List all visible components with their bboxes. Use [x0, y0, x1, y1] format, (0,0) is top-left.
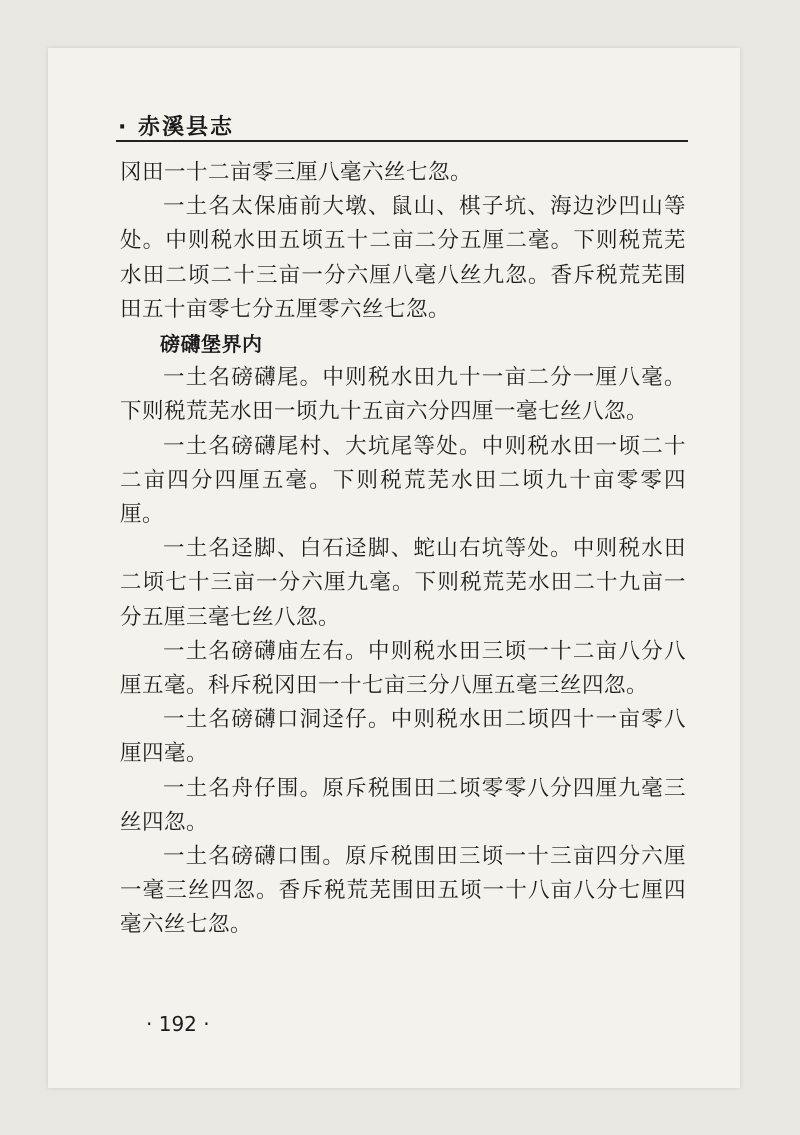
- paragraph: 一土名磅礴尾村、大坑尾等处。中则税水田一顷二十二亩四分四厘五毫。下则税荒芜水田二顷九十亩零零四厘。: [120, 433, 686, 528]
- paragraph: 一土名迳脚、白石迳脚、蛇山右坑等处。中则税水田二顷七十三亩一分六厘九毫。下则税荒芜水田二十九亩一分五厘三毫七丝八忽。: [120, 536, 686, 630]
- paragraph: 一土名磅礴口洞迳仔。中则税水田二顷四十一亩零八厘四毫。: [120, 707, 686, 767]
- running-header: · 赤溪县志: [118, 115, 235, 140]
- page-number: · 192 ·: [146, 1012, 210, 1036]
- paragraph: 冈田一十二亩零三厘八毫六丝七忽。: [120, 160, 473, 185]
- paragraph: 一土名舟仔围。原斥税围田二顷零零八分四厘九毫三丝四忽。: [120, 775, 686, 835]
- section-heading: 磅礴堡界内: [160, 332, 263, 357]
- paragraph: 一土名磅礴口围。原斥税围田三顷一十三亩四分六厘一毫三丝四忽。香斥税荒芜围田五顷一十八亩八分七厘四毫六丝七忽。: [120, 844, 686, 938]
- paragraph: 一土名磅礴尾。中则税水田九十一亩二分一厘八毫。下则税荒芜水田一顷九十五亩六分四厘一毫七丝八忽。: [120, 365, 686, 425]
- body-text: [120, 156, 686, 943]
- paragraph: 一土名太保庙前大墩、鼠山、棋子坑、海边沙凹山等处。中则税水田五顷五十二亩二分五厘二毫。下则税荒芜水田二顷二十三亩一分六厘八毫八丝九忽。香斥税荒芜围田五十亩零七分五厘零六丝七忽。: [120, 194, 686, 322]
- header-rule: [116, 140, 688, 142]
- paragraph: 一土名磅礴庙左右。中则税水田三顷一十二亩八分八厘五毫。科斥税冈田一十七亩三分八厘五毫三丝四忽。: [120, 638, 686, 699]
